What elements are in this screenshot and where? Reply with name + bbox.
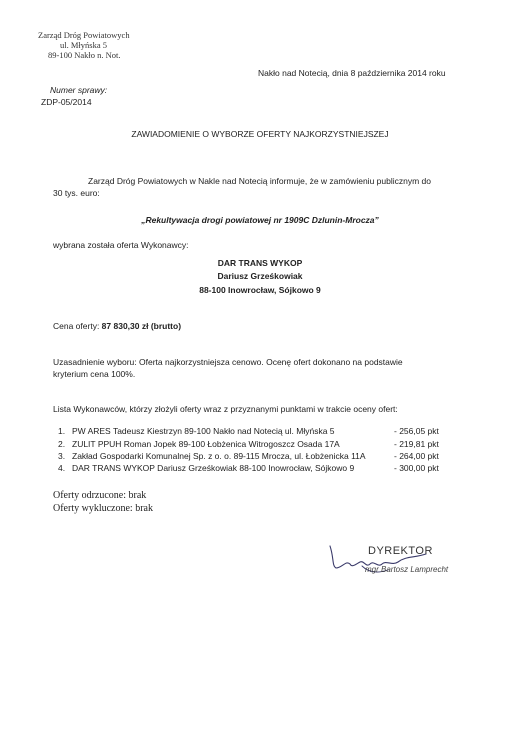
bidders-list-header: Lista Wykonawców, którzy złożyli oferty wraz z przyznanymi punktami w trakcie oceny ofert:: [53, 404, 398, 414]
bidder-details: DAR TRANS WYKOP Dariusz Grześkowiak 88-100 Inowrocław, Sójkowo 9: [72, 463, 355, 473]
date-line: Nakło nad Notecią, dnia 8 października 2014 roku: [258, 68, 446, 78]
justification-line-1: Uzasadnienie wyboru: Oferta najkorzystniejsza cenowo. Ocenę ofert dokonano na podstawie: [53, 357, 403, 367]
bidder-number: 1.: [58, 426, 66, 436]
winner-person: Dariusz Grześkowiak: [217, 271, 303, 281]
signature-role: DYREKTOR: [368, 545, 433, 557]
excluded-offers: Oferty wykluczone: brak: [53, 503, 153, 514]
bidder-details: Zakład Gospodarki Komunalnej Sp. z o. o. 89-115 Mrocza, ul. Łobżenicka 11A: [72, 451, 366, 461]
sender-stamp: [38, 30, 130, 60]
bidder-row: [0, 426, 520, 438]
bidder-points: - 264,00 pkt: [394, 451, 439, 461]
stamp-line-2: ul. Młyńska 5: [60, 40, 107, 50]
intro-line-1: Zarząd Dróg Powiatowych w Nakle nad Notecią informuje, że w zamówieniu publicznym do: [88, 176, 431, 186]
offer-price: [53, 321, 181, 331]
bidder-row: [0, 451, 520, 463]
intro-line-2: 30 tys. euro:: [53, 188, 100, 198]
bidder-details: PW ARES Tadeusz Kiestrzyn 89-100 Nakło nad Notecią ul. Młyńska 5: [72, 426, 335, 436]
bidder-number: 3.: [58, 451, 66, 461]
stamp-line-1: Zarząd Dróg Powiatowych: [38, 30, 130, 40]
chosen-offer-label: wybrana została oferta Wykonawcy:: [53, 240, 189, 250]
case-number-label: Numer sprawy:: [50, 85, 108, 95]
price-value: 87 830,30 zł (brutto): [101, 321, 182, 331]
justification-line-2: kryterium cena 100%.: [53, 369, 136, 379]
bidder-number: 2.: [58, 439, 66, 449]
winner-address: 88-100 Inowrocław, Sójkowo 9: [199, 285, 321, 295]
signature-name: mgr Bartosz Lamprecht: [365, 565, 449, 574]
rejected-offers: Oferty odrzucone: brak: [53, 490, 147, 501]
winner-name: DAR TRANS WYKOP: [217, 258, 303, 268]
bidder-row: [0, 463, 520, 475]
bidder-points: - 300,00 pkt: [394, 463, 439, 473]
stamp-line-3: 89-100 Nakło n. Not.: [48, 50, 121, 60]
bidder-number: 4.: [58, 463, 66, 473]
bidder-details: ZULIT PPUH Roman Jopek 89-100 Łobżenica Witrogoszcz Osada 17A: [72, 439, 340, 449]
document-title: ZAWIADOMIENIE O WYBORZE OFERTY NAJKORZYSTNIEJSZEJ: [131, 129, 389, 139]
bidder-points: - 256,05 pkt: [394, 426, 439, 436]
price-label: Cena oferty:: [53, 321, 102, 331]
case-number: ZDP-05/2014: [41, 97, 92, 107]
bidder-row: [0, 439, 520, 451]
bidder-points: - 219,81 pkt: [394, 439, 439, 449]
contract-name: „Rekultywacja drogi powiatowej nr 1909C Dzlunin-Mrocza”: [141, 215, 379, 225]
